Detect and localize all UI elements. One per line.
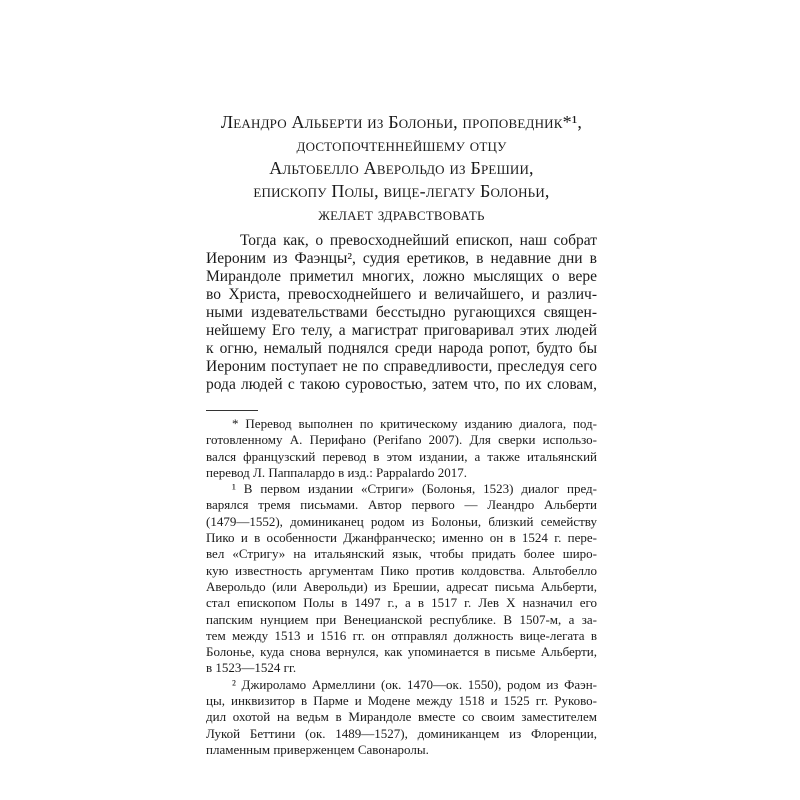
heading-line: достопочтеннейшему отцу — [296, 135, 507, 155]
footnote-line: Лукой Беттини (ок. 1489—1527), доминиканцем из Флоренции, — [206, 725, 597, 741]
footnote-divider — [206, 410, 258, 411]
footnote-line: Аверольдо (или Аверольди) из Брешии, адресат письма Альберти, — [206, 578, 597, 594]
letter-heading — [206, 111, 597, 226]
body-line: Иероним из Фаэнцы², судия еретиков, в недавние дни в — [206, 250, 597, 267]
body-line: во Христа, превосходнейшего и величайшего, и различ- — [206, 286, 597, 303]
footnote-line: стал епископом Полы в 1497 г., а в 1517 г. Лев X назначил его — [206, 595, 597, 611]
body-line: рода людей с такою суровостью, затем что, по их словам, — [206, 376, 597, 393]
footnote-line: Пико и в особенности Джанфранческо; именно он в 1524 г. пере- — [206, 530, 597, 546]
footnote-line: кую известность аргументам Пико против колдовства. Альтобелло — [206, 562, 597, 578]
heading-line: Альтобелло Аверольдо из Брешии, — [269, 158, 534, 178]
footnote-line: (1479—1552), доминиканец родом из Болоньи, близкий семейству — [206, 513, 597, 529]
footnote-line: ² Джироламо Армеллини (ок. 1470—ок. 1550), родом из Фаэн- — [232, 676, 597, 692]
body-line: Мирандоле приметил многих, ложно мыслящих о вере — [206, 268, 597, 285]
heading-line: епископу Полы, вице-легату Болоньи, — [253, 181, 550, 201]
footnote-line: в 1523—1524 гг. — [206, 660, 297, 676]
body-line: Тогда как, о превосходнейший епископ, наш собрат — [240, 232, 597, 249]
footnote-line: пламенным приверженцем Савонаролы. — [206, 741, 429, 757]
footnote-line: перевод Л. Паппалардо в изд.: Pappalardo 2017. — [206, 464, 468, 480]
footnote-line: * Перевод выполнен по критическому изданию диалога, под- — [232, 416, 597, 431]
footnotes — [206, 416, 597, 758]
body-text — [206, 232, 597, 394]
heading-line: желает здравствовать — [318, 204, 485, 224]
heading-line: Леандро Альберти из Болоньи, проповедник*¹, — [220, 112, 583, 132]
footnote-line: тем между 1513 и 1516 гг. он отправлял должность вице-легата в — [206, 627, 597, 643]
body-line: Иероним поступает не по справедливости, преследуя сего — [206, 358, 597, 375]
footnote-line: Болонье, куда снова вернулся, как упоминается в письме Альберти, — [206, 644, 597, 660]
body-line: нейшему Его телу, а магистрат приговаривал этих людей — [206, 322, 597, 339]
footnote-line: цы, инквизитор в Парме и Модене между 1518 и 1525 гг. Руково- — [206, 693, 597, 709]
footnote-line: дил охотой на ведьм в Мирандоле вместе со своим заместителем — [206, 709, 597, 725]
footnote-line: вался французский перевод в этом издании, а также итальянский — [206, 448, 597, 464]
footnote-line: ¹ В первом издании «Стриги» (Болонья, 1523) диалог пред- — [232, 481, 597, 497]
footnote-line: готовленному А. Перифано (Perifano 2007). Для сверки использо- — [206, 432, 597, 448]
footnote-line: вел «Стригу» на итальянский язык, чтобы придать более широ- — [206, 546, 597, 562]
body-line: к огню, немалый поднялся среди народа ропот, будто бы — [206, 340, 597, 357]
footnote-line: варялся тремя письмами. Автор первого — Леандро Альберти — [206, 497, 597, 513]
footnote-line: папским нунцием при Венецианской республике. В 1507-м, а за- — [206, 611, 597, 627]
body-line: ными издевательствами бесстыдно ругающихся священ- — [206, 304, 597, 321]
